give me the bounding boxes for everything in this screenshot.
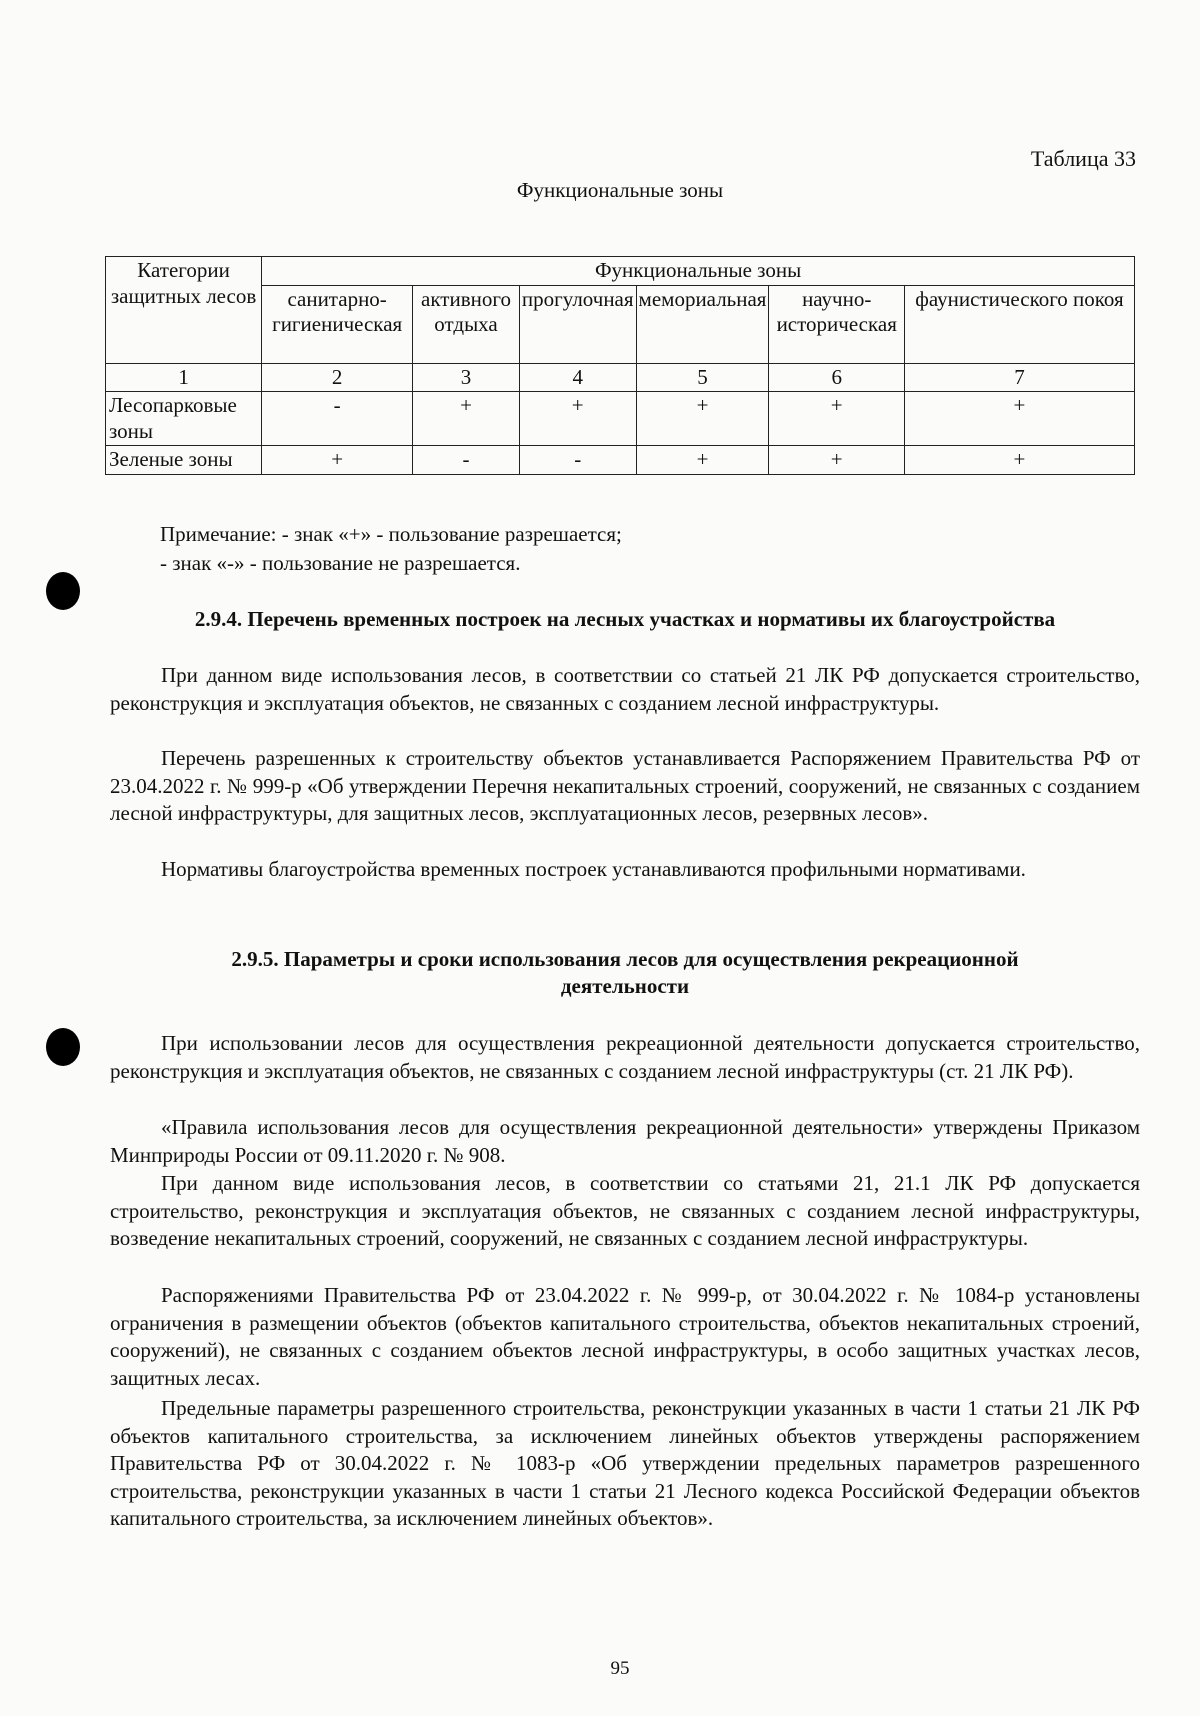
functional-zones-table bbox=[105, 256, 1135, 475]
column-number-cell: 2 bbox=[262, 363, 413, 392]
value-cell: - bbox=[262, 392, 413, 446]
note-line: Примечание: - знак «+» - пользование разрешается; bbox=[160, 522, 622, 546]
paragraph: При использовании лесов для осуществления рекреационной деятельности допускается строительство, реконструкция и эксплуатация объектов, не связанных с созданием лесной инфраструктуры (ст. 21 ЛК РФ). bbox=[110, 1031, 1140, 1083]
value-cell: + bbox=[636, 392, 769, 446]
column-number-cell: 3 bbox=[413, 363, 520, 392]
table-title: Функциональные зоны bbox=[516, 178, 724, 202]
value-cell: + bbox=[904, 446, 1134, 475]
value-cell: + bbox=[769, 446, 904, 475]
value-cell: + bbox=[636, 446, 769, 475]
punch-hole-mark bbox=[46, 1028, 80, 1066]
zone-header-cell: санитарно-гигиеническая bbox=[262, 285, 413, 363]
section-heading: 2.9.4. Перечень временных построек на лесных участках и нормативы их благоустройства bbox=[194, 607, 1056, 631]
punch-hole-mark bbox=[46, 572, 80, 610]
value-cell: + bbox=[769, 392, 904, 446]
zone-header-cell: прогулочная bbox=[519, 285, 636, 363]
zone-header-cell: фаунистического покоя bbox=[904, 285, 1134, 363]
paragraph: Перечень разрешенных к строительству объектов устанавливается Распоряжением Правительства РФ от 23.04.2022 г. № 999-р «Об утверждении Перечня некапитальных строений, сооружений, не связанных с созданием лесной инфраструктуры, для защитных лесов, эксплуатационных лесов, резервных лесов». bbox=[110, 746, 1140, 825]
value-cell: + bbox=[262, 446, 413, 475]
value-cell: + bbox=[413, 392, 520, 446]
section-heading: 2.9.5. Параметры и сроки использования лесов для осуществления рекреационной деятельности bbox=[231, 947, 1019, 999]
paragraph: Распоряжениями Правительства РФ от 23.04.2022 г. № 999-р, от 30.04.2022 г. № 1084-р установлены ограничения в размещении объектов (объектов капитального строительства, объектов некапитальных строений, сооружений), не связанных с созданием объектов лесной инфраструктуры, в особо защитных участках лесов, защитных лесах. bbox=[110, 1283, 1140, 1390]
category-cell: Зеленые зоны bbox=[106, 446, 262, 475]
column-number-cell: 6 bbox=[769, 363, 904, 392]
value-cell: + bbox=[904, 392, 1134, 446]
paragraph: При данном виде использования лесов, в соответствии со статьей 21 ЛК РФ допускается строительство, реконструкция и эксплуатация объектов, не связанных с созданием лесной инфраструктуры. bbox=[110, 663, 1140, 715]
value-cell: + bbox=[519, 392, 636, 446]
paragraph: Нормативы благоустройства временных построек устанавливаются профильными нормативами. bbox=[161, 857, 1026, 881]
paragraph: Предельные параметры разрешенного строительства, реконструкции указанных в части 1 статьи 21 ЛК РФ объектов капитального строительства, за исключением линейных объектов утверждены распоряжением Правительства РФ от 30.04.2022 г. № 1083-р «Об утверждении предельных параметров разрешенного строительства, реконструкции указанных в части 1 статьи 21 Лесного кодекса Российской Федерации объектов капитального строительства, за исключением линейных объектов». bbox=[110, 1396, 1140, 1530]
table-row bbox=[106, 392, 1135, 446]
value-cell: - bbox=[519, 446, 636, 475]
note-line: - знак «-» - пользование не разрешается. bbox=[160, 551, 521, 575]
category-header-cell: Категории защитных лесов bbox=[106, 257, 262, 364]
column-number-cell: 4 bbox=[519, 363, 636, 392]
column-number-cell: 7 bbox=[904, 363, 1134, 392]
column-number-cell: 5 bbox=[636, 363, 769, 392]
category-cell: Лесопарковые зоны bbox=[106, 392, 262, 446]
zone-header-cell: мемориальная bbox=[636, 285, 769, 363]
table-header-row bbox=[106, 257, 1135, 286]
column-number-cell: 1 bbox=[106, 363, 262, 392]
table-number: Таблица 33 bbox=[1030, 146, 1136, 171]
zones-group-header-cell: Функциональные зоны bbox=[262, 257, 1135, 286]
zone-header-cell: научно-историческая bbox=[769, 285, 904, 363]
page-number: 95 bbox=[610, 1658, 630, 1679]
zone-header-cell: активного отдыха bbox=[413, 285, 520, 363]
paragraph: При данном виде использования лесов, в соответствии со статьями 21, 21.1 ЛК РФ допускается строительство, реконструкция и эксплуатация объектов, не связанных с созданием лесной инфраструктуры, возведение некапитальных строений, сооружений, не связанных с созданием лесной инфраструктуры. bbox=[110, 1171, 1140, 1250]
value-cell: - bbox=[413, 446, 520, 475]
paragraph: «Правила использования лесов для осуществления рекреационной деятельности» утверждены Приказом Минприроды России от 09.11.2020 г. № 908. bbox=[110, 1115, 1140, 1167]
table-row bbox=[106, 446, 1135, 475]
column-numbers-row bbox=[106, 363, 1135, 392]
